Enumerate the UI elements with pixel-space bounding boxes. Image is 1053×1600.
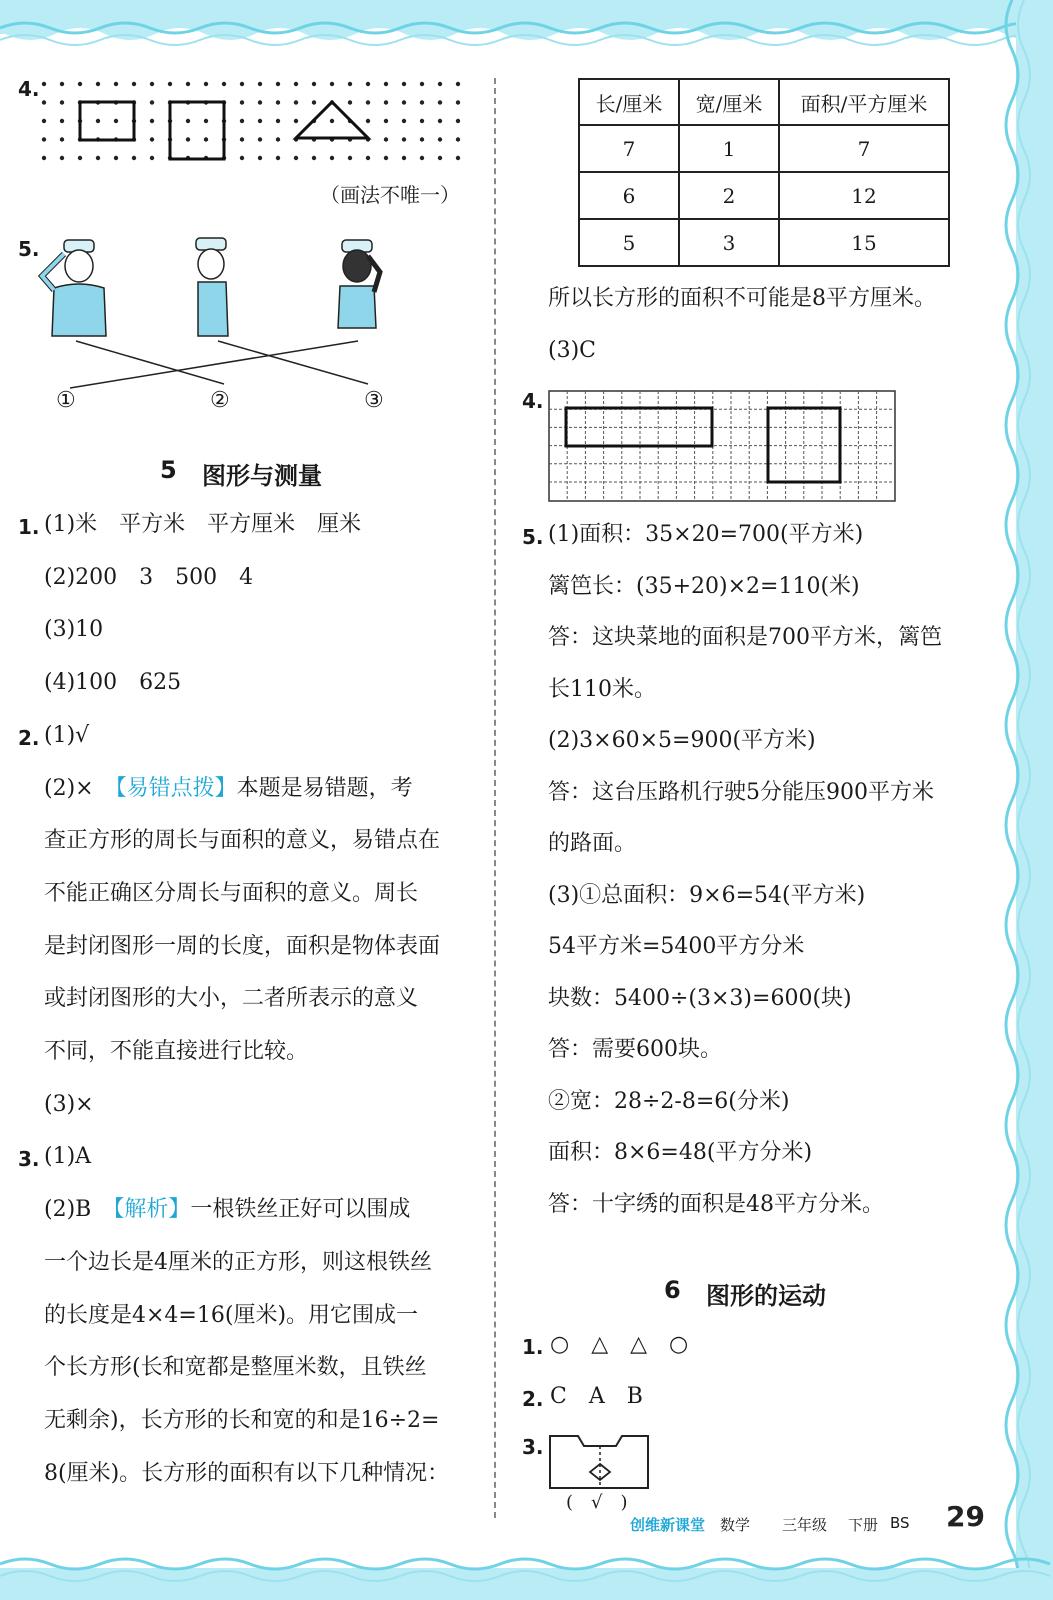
answer-text: 一根铁丝正好可以围成 (190, 1197, 411, 1222)
answer-line: 的路面。 (548, 831, 637, 856)
drawing-note: （画法不唯一） (320, 183, 460, 207)
hint-tag: 【解析】 (113, 1197, 191, 1222)
answer-line: 54平方米=5400平方分米 (548, 934, 805, 959)
answer-prefix: (2)× (44, 776, 116, 801)
footer-grade: 三年级 (782, 1516, 828, 1534)
answer-line: 个长方形(长和宽都是整厘米数，且铁丝 (44, 1355, 427, 1380)
answer-prefix: (2)B (44, 1197, 114, 1222)
answer-line: (3)①总面积：9×6=54(平方米) (548, 883, 866, 908)
answer-line: 块数：5400÷(3×3)=600(块) (548, 986, 852, 1011)
figure-side (196, 238, 228, 336)
answer-line: (2)3×60×5=900(平方米) (548, 728, 816, 753)
question-number: 4. (522, 389, 544, 413)
table-header-row (579, 79, 949, 125)
answer-line: 8(厘米)。长方形的面积有以下几种情况： (44, 1461, 450, 1486)
table-cell: 5 (579, 219, 679, 266)
circle-mark-2: ② (210, 388, 230, 413)
top-wave-border (0, 0, 1053, 62)
table-header: 长/厘米 (579, 79, 679, 125)
page-number: 29 (946, 1500, 985, 1533)
folded-paper-figure (548, 1434, 652, 1492)
answer-line: 答：这块菜地的面积是700平方米，篱笆 (548, 625, 942, 650)
table-cell: 7 (779, 125, 949, 172)
table-cell: 3 (679, 219, 779, 266)
section-number: 5 (160, 456, 177, 484)
answer-line: ②宽：28÷2-8=6(分米) (548, 1089, 790, 1114)
answer-line: 查正方形的周长与面积的意义，易错点在 (44, 828, 441, 853)
hint-tag: 【易错点拨】 (115, 776, 237, 801)
answer-line: (1)米 平方米 平方厘米 厘米 (44, 512, 362, 537)
question-number: 3. (18, 1147, 40, 1171)
answer-line: 不同，不能直接进行比较。 (44, 1039, 309, 1064)
answer-line: 是封闭图形一周的长度，面积是物体表面 (44, 934, 441, 959)
answer-line: 不能正确区分周长与面积的意义。周长 (44, 881, 419, 906)
grid-rectangles-figure (548, 390, 902, 504)
answer-line: (3)C (548, 338, 596, 363)
answer-text: 本题是易错题，考 (236, 776, 413, 801)
answer-line: (3)× (44, 1092, 94, 1117)
footer-edition: BS (890, 1514, 910, 1532)
table-row (579, 172, 949, 219)
answer-line: 的长度是4×4=16(厘米)。用它围成一 (44, 1303, 419, 1328)
section-title: 图形的运动 (706, 1282, 826, 1310)
answer-line: (1)A (44, 1144, 92, 1169)
answer-line: 答：这台压路机行驶5分能压900平方米 (548, 780, 934, 805)
check-answer: ( √ ) (566, 1492, 628, 1513)
table-header: 宽/厘米 (679, 79, 779, 125)
section-number: 6 (664, 1276, 681, 1304)
question-number: 1. (522, 1335, 544, 1359)
footer-subject: 数学 (720, 1516, 751, 1534)
bottom-wave-border (0, 1546, 1053, 1600)
question-number: 5. (18, 237, 40, 261)
answer-line: 答：十字绣的面积是48平方分米。 (548, 1192, 884, 1217)
footer-brand: 创维新课堂 (630, 1516, 706, 1534)
answer-line: (1)面积：35×20=700(平方米) (548, 522, 864, 547)
section-title: 图形与测量 (202, 462, 322, 490)
answer-line (44, 1195, 410, 1225)
shape-answers: ○ △ △ ○ (550, 1332, 689, 1357)
figure-back (338, 240, 380, 328)
question-number: 5. (522, 525, 544, 549)
table-cell: 6 (579, 172, 679, 219)
question-number: 1. (18, 515, 40, 539)
answer-line: 长110米。 (548, 677, 656, 702)
answer-line: 答：需要600块。 (548, 1037, 722, 1062)
answer-line: 面积：8×6=48(平方分米) (548, 1140, 813, 1165)
circle-mark-1: ① (56, 388, 76, 413)
footer-term: 下册 (848, 1516, 879, 1534)
answer-line: (1)√ (44, 723, 90, 748)
table-cell: 1 (679, 125, 779, 172)
answer-line: 一个边长是4厘米的正方形，则这根铁丝 (44, 1250, 432, 1275)
soldier-salute-figures (36, 236, 456, 416)
circle-mark-3: ③ (364, 388, 384, 413)
question-number: 4. (18, 77, 40, 101)
table-cell: 7 (579, 125, 679, 172)
letter-answers: C A B (550, 1384, 643, 1409)
answer-line: 或封闭图形的大小，二者所表示的意义 (44, 986, 419, 1011)
question-number: 2. (522, 1387, 544, 1411)
answer-line: (4)100 625 (44, 670, 182, 695)
table-row (579, 219, 949, 266)
answer-line: 无剩余)，长方形的长和宽的和是16÷2= (44, 1408, 440, 1433)
area-table (578, 78, 950, 267)
answer-line: (2)200 3 500 4 (44, 565, 254, 590)
answer-line: (3)10 (44, 617, 104, 642)
question-number: 2. (18, 726, 40, 750)
table-cell: 12 (779, 172, 949, 219)
right-wave-border (990, 0, 1053, 1600)
answer-line: 篱笆长：(35+20)×2=110(米) (548, 574, 860, 599)
answer-line: 所以长方形的面积不可能是8平方厘米。 (548, 286, 936, 311)
table-header: 面积/平方厘米 (779, 79, 949, 125)
column-divider (494, 78, 496, 1518)
answer-line (44, 774, 413, 804)
table-cell: 2 (679, 172, 779, 219)
question-number: 3. (522, 1435, 544, 1459)
figure-front (42, 240, 106, 336)
table-cell: 15 (779, 219, 949, 266)
dot-grid-figure (36, 80, 468, 162)
table-row (579, 125, 949, 172)
